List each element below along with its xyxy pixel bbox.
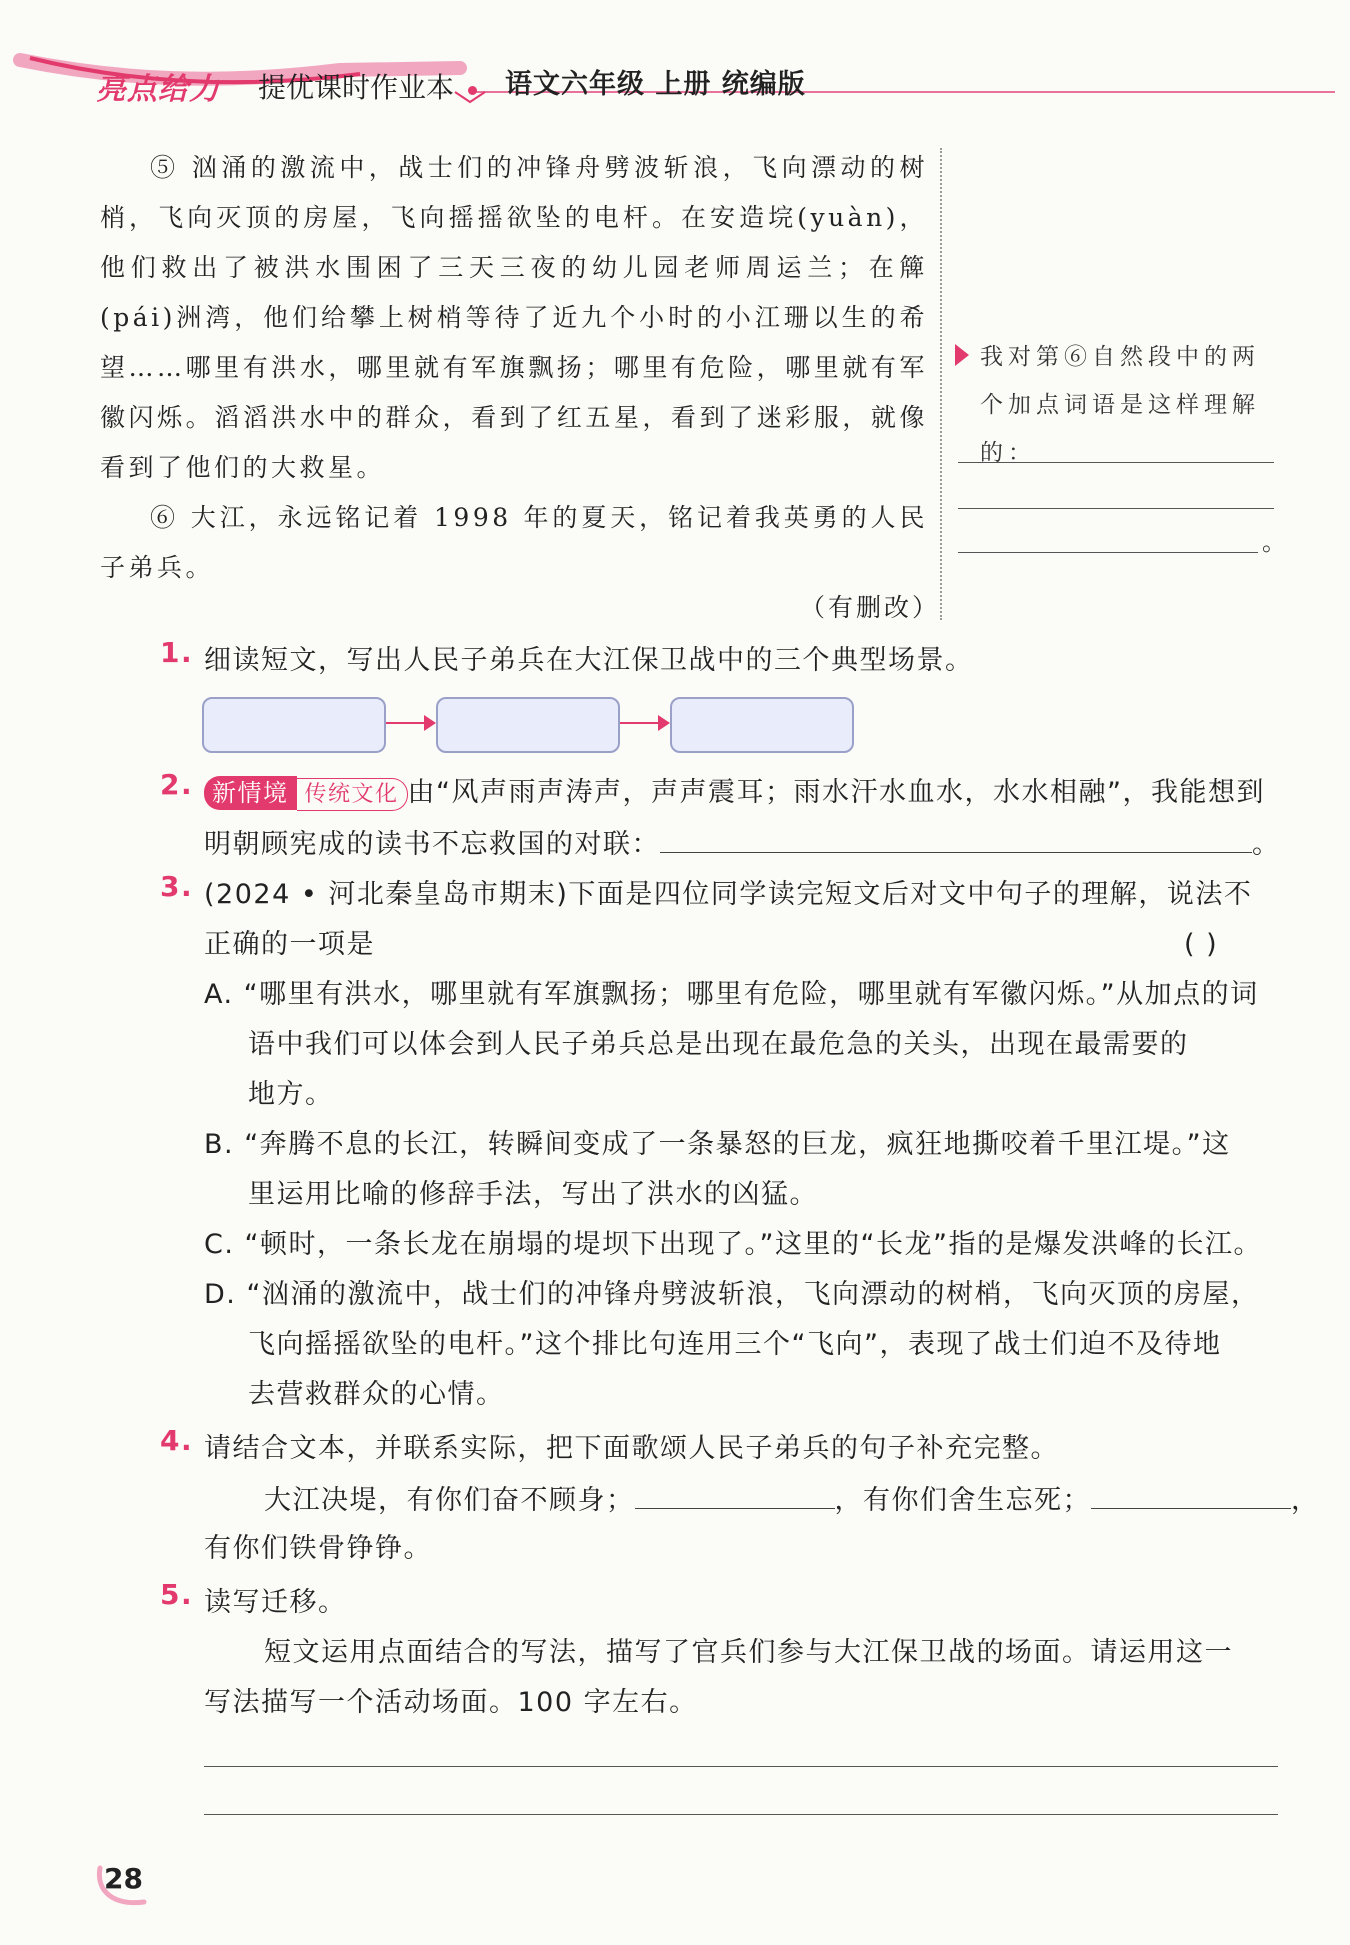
- question-5: 5. 读写迁移。 短文运用点面结合的写法，描写了官兵们参与大江保卫战的场面。请运用这一 写法描写一个活动场面。100 字左右。: [160, 1578, 1233, 1718]
- question-number: 2.: [160, 768, 194, 801]
- page-number: 28: [104, 1862, 143, 1895]
- option-d[interactable]: D. “汹涌的激流中，战士们的冲锋舟劈波斩浪，飞向漂动的树梢，飞向灭顶的房屋，: [204, 1279, 1260, 1310]
- answer-paren[interactable]: ( ): [1184, 929, 1219, 960]
- arrow-icon: [620, 722, 660, 724]
- source-note: （有删改）: [800, 593, 941, 622]
- question-number: 1.: [160, 636, 194, 669]
- reading-passage: [100, 143, 928, 593]
- arrow-head-icon: [424, 715, 436, 731]
- arrow-head-icon: [658, 715, 670, 731]
- side-note-answer-line[interactable]: [958, 552, 1258, 553]
- writing-line[interactable]: [204, 1814, 1278, 1815]
- emphasized-word: 铭记: [335, 503, 394, 532]
- question-number: 4.: [160, 1424, 194, 1457]
- praise-answer-line-2[interactable]: [1091, 1474, 1291, 1509]
- question-4: 4. 请结合文本，并联系实际，把下面歌颂人民子弟兵的句子补充完整。 大江决堤，有你们奋不顾身； ，有你们舍生忘死； ， 有你们铁骨铮铮。: [160, 1424, 1320, 1564]
- header-grade: 语文六年级 上册 统编版: [505, 69, 806, 100]
- header-brand: 亮点给力: [96, 72, 220, 107]
- side-note-end: 。: [1262, 528, 1286, 556]
- arrow-icon: [386, 722, 426, 724]
- side-note-answer-line[interactable]: [958, 508, 1274, 509]
- couplet-answer-line[interactable]: [660, 818, 1252, 853]
- culture-tag: 传统文化: [297, 778, 408, 811]
- side-note-answer-line[interactable]: [958, 462, 1274, 463]
- note-arrow-icon: [955, 344, 969, 366]
- praise-answer-line-1[interactable]: [635, 1474, 835, 1509]
- scene-box-3[interactable]: [670, 697, 854, 753]
- paragraph-6: ⑥ 大江，永远铭记着 1998 年的夏天，铭记着我英勇的人民子弟兵。: [100, 503, 928, 582]
- question-number: 5.: [160, 1578, 194, 1611]
- emphasized-word: 铭记: [668, 503, 726, 532]
- scene-box-1[interactable]: [202, 697, 386, 753]
- option-b[interactable]: B. “奔腾不息的长江，转瞬间变成了一条暴怒的巨龙，疯狂地撕咬着千里江堤。”这: [204, 1129, 1231, 1160]
- question-2: 2. 新情境 传统文化 由“风声雨声涛声，声声震耳；雨水汗水血水，水水相融”，我能想到 明朝顾宪成的读书不忘救国的对联： 。: [160, 768, 1281, 860]
- paragraph-5: ⑤ 汹涌的激流中，战士们的冲锋舟劈波斩浪，飞向漂动的树梢，飞向灭顶的房屋，飞向摇摇欲坠的电杆。在安造垸(yuàn)，他们救出了被洪水围困了三天三夜的幼儿园老师周运兰；在簰(pái)洲湾，他们给攀上树梢等待了近九个小时的小江珊以生的希望……哪里有洪水，哪里就有军旗飘扬；哪里有危险，哪里就有军徽闪烁。滔滔洪水中的群众，看到了红五星，看到了迷彩服，就像看到了他们的大救星。: [100, 153, 928, 482]
- option-a[interactable]: A. “哪里有洪水，哪里就有军旗飘扬；哪里有危险，哪里就有军徽闪烁。”从加点的词: [204, 979, 1259, 1010]
- option-c[interactable]: C. “顿时，一条长龙在崩塌的堤坝下出现了。”这里的“长龙”指的是爆发洪峰的长江。: [204, 1229, 1262, 1260]
- header-book-title: 提优课时作业本: [258, 71, 455, 104]
- question-number: 3.: [160, 870, 194, 903]
- header-dot-icon: [468, 86, 477, 95]
- dotted-divider: [940, 148, 942, 620]
- new-context-tag: 新情境: [204, 776, 297, 810]
- question-3: 3. (2024 • 河北秦皇岛市期末)下面是四位同学读完短文后对文中句子的理解，说法不 正确的一项是 ( ) A. “哪里有洪水，哪里就有军旗飘扬；哪里有危险，哪里就有军徽闪烁。”从加点的词 语中我们可以体会到人民子弟兵总是出现在最危急的关头，出现在最需要的 地方。 B. “奔腾不息的长江，转瞬间变成了一条暴怒的巨龙，疯狂地撕咬着千里江堤。”这 里运用比喻的修辞手法，写出了洪水的凶猛。 C. “顿时，一条长龙在崩塌的堤坝下出现了。”这里的“长龙”指的是爆发洪峰的长江。 D. “汹涌的激流中，战士们的冲锋舟劈波斩浪，飞向漂动的树梢，飞向灭顶的房屋， 飞向摇摇欲坠的电杆。”这个排比句连用三个“飞向”，表现了战士们迫不及待地 去营救群众的心情。: [160, 870, 1262, 1410]
- writing-line[interactable]: [204, 1766, 1278, 1767]
- side-note-prompt: 我对第⑥自然段中的两个加点词语是这样理解的：: [980, 344, 1260, 466]
- scene-box-2[interactable]: [436, 697, 620, 753]
